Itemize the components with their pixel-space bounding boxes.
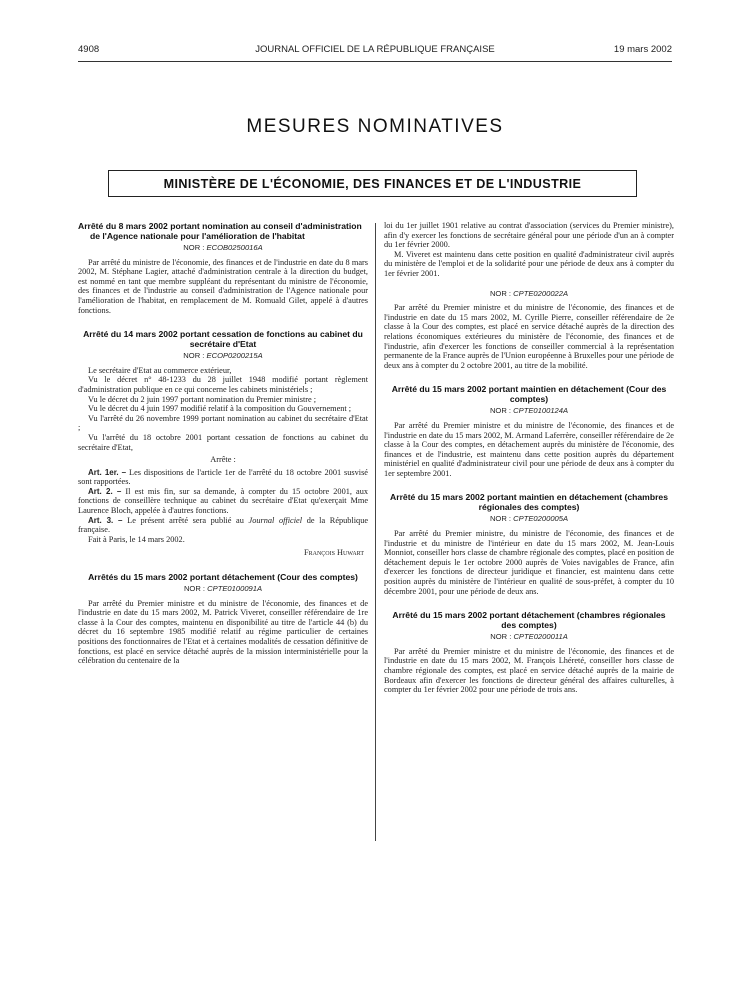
visa-line: Vu l'arrêté du 18 octobre 2001 portant cessation de fonctions au cabinet du secrétaire d'Etat, (78, 432, 368, 452)
issue-date: 19 mars 2002 (613, 44, 672, 55)
visa-line: Le secrétaire d'Etat au commerce extérieur, (88, 365, 232, 375)
article-2: Art. 2. – Il est mis fin, sur sa demande, à compter du 15 octobre 2001, aux fonctions de conseillère technique au cabinet du secrétaire d'Etat qu'exerçait Mme Laurence Bloch, appelée à d'autres fonctions. (78, 486, 368, 516)
article-1: Art. 1er. – Les dispositions de l'article 1er de l'arrêté du 18 octobre 2001 susvisé sont rapportées. (78, 467, 368, 487)
visa-line: Vu le décret du 4 juin 1997 modifié relatif à la composition du Gouvernement ; (88, 404, 352, 414)
visa-line: Vu l'arrêté du 26 novembre 1999 portant nomination au cabinet du secrétaire d'Etat ; (78, 413, 368, 433)
article-body-continued: loi du 1er juillet 1901 relative au contrat d'association (services du Premier ministre), afin d'y exercer les fonctions de secrétaire général pour une période d'un an à compter du 1er février 2000. (384, 221, 674, 250)
nor-reference: NOR : ECOP0200215A (183, 351, 263, 361)
article-title: Arrêté du 15 mars 2002 portant maintien en détachement (chambres régionales des comptes) (390, 492, 668, 513)
article-body: Par arrêté du Premier ministre et du ministre de l'économie, des finances et de l'industrie en date du 15 mars 2002, M. Cyrille Pierre, conseiller référendaire de 2e classe à la Cour des comptes, est placé en service détaché auprès de la direction des relations économiques extérieures du ministère de l'économie, des finances et de l'industrie, afin d'exercer les fonctions de conseiller commercial à la représentation permanente de la France auprès de l'Union européenne à Bruxelles pour une période de deux ans à compter du 2 octobre 2001, au titre de la mobilité. (384, 303, 674, 370)
nor-reference: NOR : ECOB0250016A (183, 243, 263, 252)
nor-reference: NOR : CPTE0100091A (183, 584, 263, 594)
page-number: 4908 (78, 44, 100, 55)
signature: François Huwart (304, 548, 364, 558)
article-3: Art. 3. – Le présent arrêté sera publié au Journal officiel de la République française. (78, 515, 368, 535)
visa-line: Vu le décret du 2 juin 1997 portant nomination du Premier ministre ; (88, 394, 317, 404)
article-title: Arrêté du 8 mars 2002 portant nomination au conseil d'administration de l'Agence nationale pour l'amélioration de l'habitat (78, 221, 362, 241)
right-column (384, 221, 674, 871)
visa-line: Vu le décret n° 48-1233 du 28 juillet 1948 modifié portant règlement d'administration publique en ce qui concerne les cabinets ministériels ; (78, 375, 368, 394)
article-body-continued: M. Viveret est maintenu dans cette position en qualité d'administrateur civil auprès du ministère de l'emploi et de la solidarité pour une période de deux ans à compter du 1er février 2001. (384, 249, 674, 278)
article-body: Par arrêté du Premier ministre et du ministre de l'économie, des finances et de l'industrie en date du 15 mars 2002, M. Patrick Viveret, conseiller référendaire de 1re classe à la Cour des comptes, maintenu en disponibilité au titre de l'article 44 (b) du décret du 16 septembre 1985 modifié relatif au régime particulier de certaines positions des fonctionnaires de l'Etat et à certaines modalités de cessation définitive de fonctions, est placé en service détaché auprès de la mission interministérielle pour la célébration du centenaire de la (78, 598, 368, 666)
nor-reference: NOR : CPTE0200022A (489, 288, 569, 298)
article-title: Arrêté du 15 mars 2002 portant détachement (chambres régionales des comptes) (392, 610, 666, 631)
column-divider (375, 223, 376, 841)
header-rule (78, 61, 672, 62)
article-body: Par arrêté du Premier ministre et du ministre de l'économie, des finances et de l'industrie en date du 15 mars 2002, M. Armand Laferrère, conseiller référendaire de 2e classe à la Cour des comptes, en détachement auprès du ministère de l'économie, des finances et de l'industrie, est maintenu dans cette position auprès du département ministériel en qualité d'administrateur civil pour une période de deux ans à compter du 1er septembre 2001. (384, 420, 674, 478)
running-header (78, 44, 672, 58)
done-at: Fait à Paris, le 14 mars 2002. (88, 534, 185, 544)
arrete-heading: Arrête : (210, 455, 236, 465)
article-body: Par arrêté du Premier ministre et du ministre de l'économie, des finances et de l'industrie en date du 15 mars 2002, M. François Lhéreté, conseiller hors classe de chambre régionale des comptes, est placé en service détaché auprès de la mairie de Bordeaux afin d'exercer les fonctions de directeur général des affaires culturelles, à compter du 1er février 2002 pour une période de trois ans. (384, 646, 674, 695)
left-column (78, 221, 368, 871)
ministry-box: MINISTÈRE DE L'ÉCONOMIE, DES FINANCES ET DE L'INDUSTRIE (108, 170, 637, 197)
article-body: Par arrêté du Premier ministre, du ministre de l'économie, des finances et de l'industrie et du ministre de l'intérieur en date du 15 mars 2002, M. Jean-Louis Monniot, conseiller hors classe de chambre régionale des comptes, placé en position de détachement depuis le 1er octobre 2000 auprès de Voies navigables de France, afin d'exercer les fonctions de directeur juridique et financier, est maintenu dans cette position auprès du ministère de l'intérieur en qualité de sous-préfet, à compter du 10 décembre 2001, pour une période de deux ans. (384, 529, 674, 596)
journal-title: JOURNAL OFFICIEL DE LA RÉPUBLIQUE FRANÇAISE (255, 44, 495, 55)
article-title: Arrêtés du 15 mars 2002 portant détachement (Cour des comptes) (88, 572, 358, 583)
article-title: Arrêté du 14 mars 2002 portant cessation de fonctions au cabinet du secrétaire d'Etat (83, 329, 363, 350)
section-title: MESURES NOMINATIVES (246, 116, 504, 137)
nor-reference: NOR : CPTE0200011A (490, 632, 568, 642)
article-body: Par arrêté du ministre de l'économie, des finances et de l'industrie en date du 8 mars 2002, M. Stéphane Lagier, attaché d'administration centrale à la direction du budget, est nommé en tant que membre suppléant du représentant du ministre de l'économie, des finances et de l'industrie au conseil d'administration de l'Agence nationale pour l'amélioration de l'habitat, en remplacement de M. Romuald Gilet, appelé à d'autres fonctions. (78, 257, 368, 315)
article-title: Arrêté du 15 mars 2002 portant maintien en détachement (Cour des comptes) (391, 384, 667, 405)
nor-reference: NOR : CPTE0200005A (489, 514, 569, 524)
nor-reference: NOR : CPTE0100124A (489, 406, 569, 416)
